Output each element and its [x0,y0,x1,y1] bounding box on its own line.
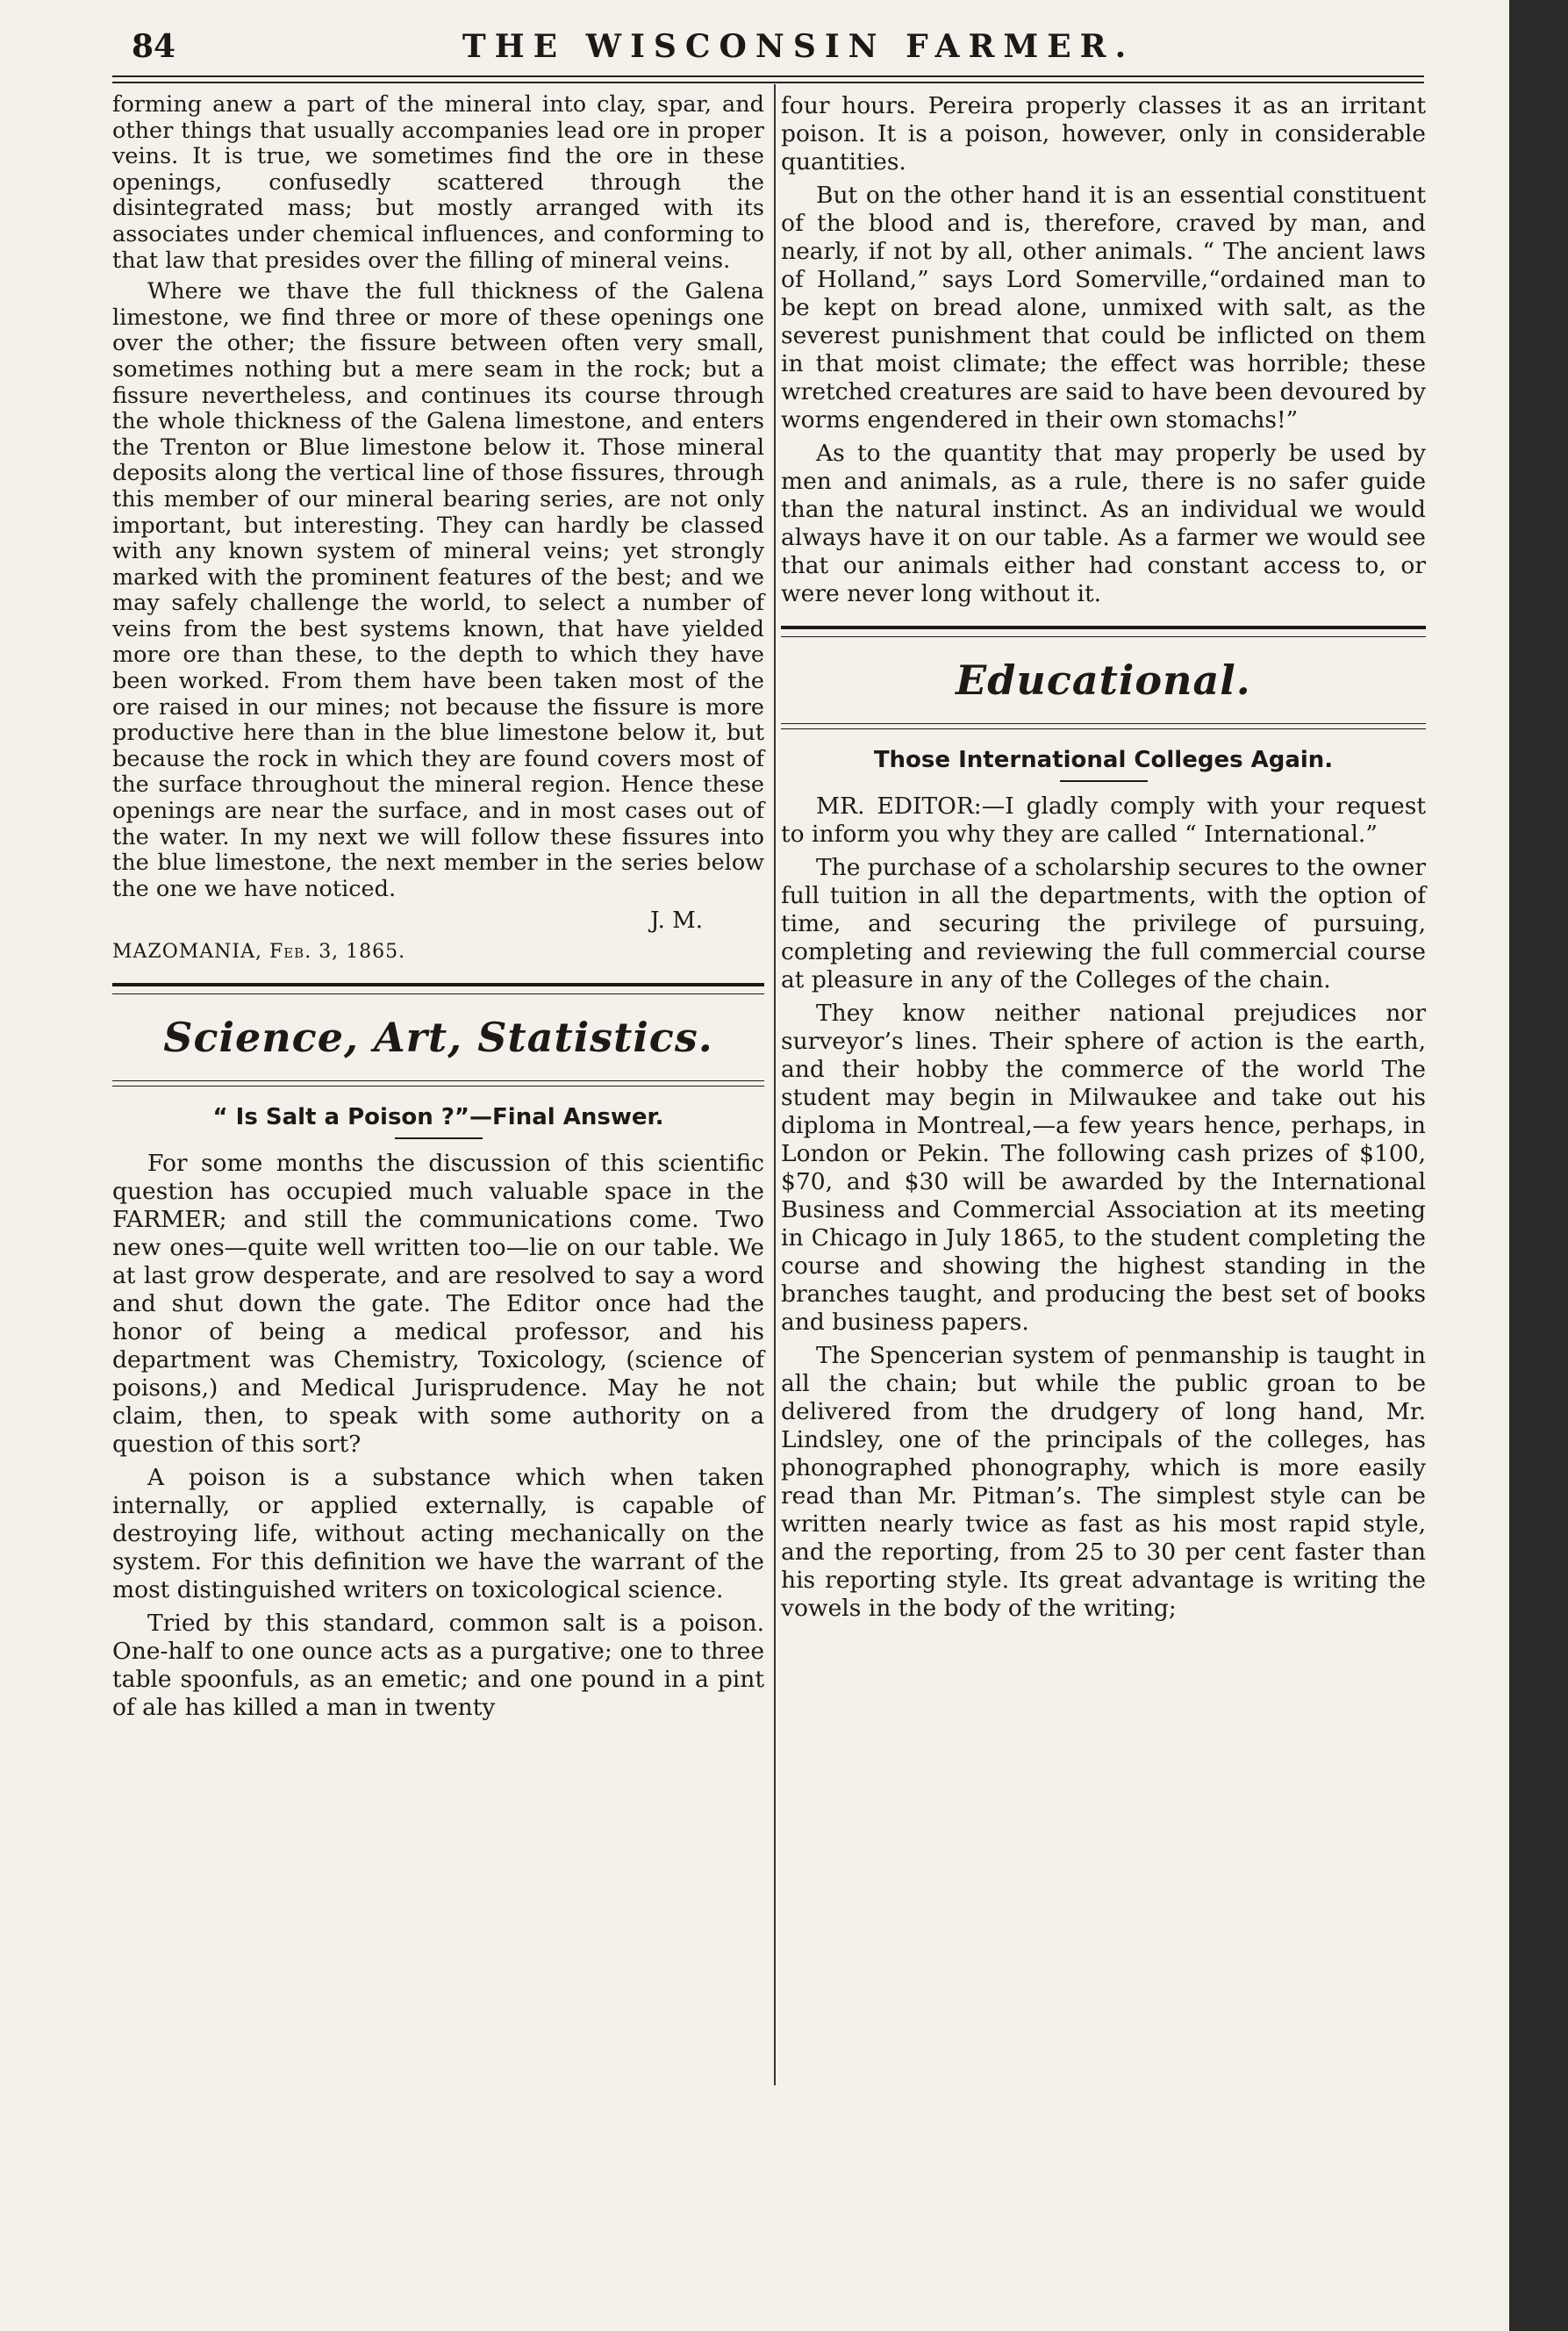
paragraph: But on the other hand it is an essential constituent of the blood and is, therefore, craved by man, and nearly, if not by all, other animals. “ The ancient laws of Holland,” says Lord Somerville,“ordained man to be kept on bread alone, unmixed with salt, as the severest punishment that could be inflicted on them in that moist climate; the effect was horrible; these wretched creatures are said to have been devoured by worms engendered in their own stomachs!” [781,182,1426,434]
paragraph: The Spencerian system of penmanship is taught in all the chain; but while the public groan to be delivered from the drudgery of long hand, Mr. Lindsley, one of the principals of the colleges, has phonographed phonography, which is more easily read than Mr. Pitman’s. The simplest style can be written nearly twice as fast as his most rapid style, and the reporting, from 25 to 30 per cent faster than his reporting style. Its great advantage is writing the vowels in the body of the writing; [781,1342,1426,1622]
section-heading: Science, Art, Statistics. [163,1014,713,1062]
dateline: MAZOMANIA, Feb. 3, 1865. [112,941,406,964]
page-edge-shadow [1509,0,1568,2331]
paragraph: Tried by this standard, common salt is a poison. One-half to one ounce acts as a purgative; one to three table spoonfuls, as an emetic; and one pound in a pint of ale has killed a man in twenty [112,1610,764,1722]
paragraph: They know neither national prejudices nor surveyor’s lines. Their sphere of action is the earth, and their hobby the commerce of the world The student may begin in Milwaukee and take out his diploma in Montreal,—a few years hence, perhaps, in London or Pekin. The following cash prizes of $100, $70, and $30 will be awarded by the International Business and Commercial Association at its meeting in Chicago in July 1865, to the student completing the course and showing the highest standing in the branches taught, and producing the best set of books and business papers. [781,1000,1426,1336]
signature-text: J. M. [650,907,703,935]
paragraph: forming anew a part of the mineral into clay, spar, and other things that usually accompanies lead ore in proper veins. It is true, we sometimes find the ore in these openings, confusedly scattered through the disintegrated mass; but mostly arranged with its associates under chemical influences, and conforming to that law that presides over the filling of mineral veins. [112,91,764,274]
salt-article [112,1150,764,1722]
section-rule [112,983,764,994]
paragraph: A poison is a substance which when taken internally, or applied externally, is capable of destroying life, without acting mechanically on the system. For this definition we have the warrant of the most distinguished writers on toxicological science. [112,1464,764,1604]
colleges-article [781,793,1426,1623]
column-divider [774,84,776,2085]
header-rule-bottom [112,82,1424,83]
paragraph: Where we thave the full thickness of the Galena limestone, we find three or more of these openings one over the other; the fissure between often very small, sometimes nothing but a mere seam in the rock; but a fissure nevertheless, and continues its course through the whole thickness of the Galena limestone, and enters the Trenton or Blue limestone below it. Those mineral deposits along the vertical line of those fissures, through this member of our mineral bearing series, are not only important, but interesting. They can hardly be classed with any known system of mineral veins; yet strongly marked with the prominent features of the best; and we may safely challenge the world, to select a number of veins from the best systems known, that have yielded more ore than these, to the depth to which they have been worked. From them have been taken most of the ore raised in our mines; not because the fissure is more productive here than in the blue limestone below it, but because the rock in which they are found covers most of the surface throughout the mineral region. Hence these openings are near the surface, and in most cases out of the water. In my next we will follow these fissures into the blue limestone, the next member in the series below the one we have noticed. [112,278,764,902]
header-rule-top [112,75,1424,77]
left-column [112,92,764,1727]
mineral-article-continued [112,92,764,902]
running-title: THE WISCONSIN FARMER. [462,28,1135,65]
article-title: Those International Colleges Again. [873,747,1334,773]
signature [112,907,764,934]
title-rule [395,1137,483,1139]
paragraph: As to the quantity that may properly be used by men and animals, as a rule, there is no safer guide than the natural instinct. As an individual we would always have it on our table. As a farmer we would see that our animals either had constant access to, or were never long without it. [781,440,1426,607]
paragraph: MR. EDITOR:—I gladly comply with your request to inform you why they are called “ International.” [781,793,1426,848]
article-title: “ Is Salt a Poison ?”—Final Answer. [212,1104,664,1131]
salt-article-continued [781,92,1426,608]
right-column [781,92,1426,1628]
page-number: 84 [132,28,176,65]
section-rule [781,626,1426,637]
paragraph: The purchase of a scholarship secures to the owner full tuition in all the departments, with the option of time, and securing the privilege of pursuing, completing and reviewing the full commercial course at pleasure in any of the Colleges of the chain. [781,854,1426,993]
paragraph: four hours. Pereira properly classes it as an irritant poison. It is a poison, however, only in considerable quantities. [781,92,1426,176]
heading-rule [112,1080,764,1087]
section-heading: Educational. [956,656,1251,704]
paragraph: For some months the discussion of this scientific question has occupied much valuable space in the FARMER; and still the communications come. Two new ones—quite well written too—lie on our table. We at last grow desperate, and are resolved to say a word and shut down the gate. The Editor once had the honor of being a medical professor, and his department was Chemistry, Toxicology, (science of poisons,) and Medical Jurisprudence. May he not claim, then, to speak with some authority on a question of this sort? [112,1150,764,1459]
heading-rule [781,723,1426,729]
title-rule [1060,780,1148,782]
